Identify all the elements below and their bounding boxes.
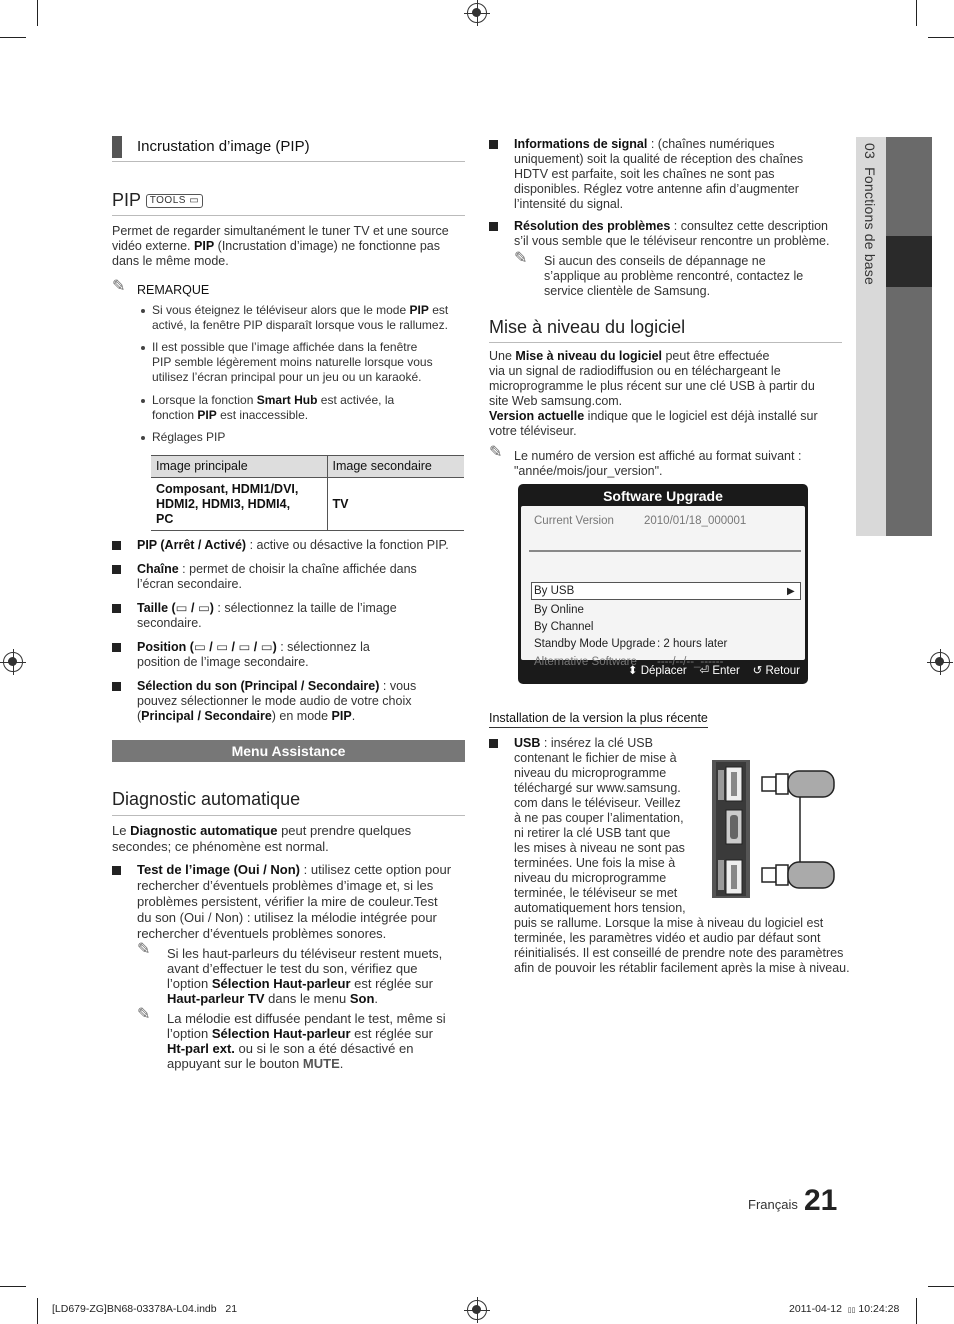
move-icon: ⬍ [627,665,638,677]
usb-ports-illustration [712,760,842,898]
current-version-label: Current Version [534,515,614,527]
option-position: Position (▭ / ▭ / ▭ / ▭) : sélectionnez la position de l’image secondaire. [137,640,370,669]
footer-language: Français [748,1197,798,1212]
upgrade-heading: Mise à niveau du logiciel [489,317,686,337]
registration-mark-icon [467,1300,487,1320]
note-item: Réglages PIP [152,430,226,444]
option-son: Sélection du son (Principal / Secondaire) : vous pouvez sélectionner le mode audio de votre choix (Principal / Secondaire) en mode PIP. [137,679,417,723]
diagnostic-intro: Le Diagnostic automatique peut prendre quelques secondes; ce phénomène est normal. [112,823,412,854]
menu-item-by-online[interactable]: By Online [534,604,584,616]
menu-item-by-usb[interactable]: By USB [534,585,575,597]
tools-badge: TOOLS ▭ [146,194,203,208]
software-upgrade-footer: ⬍ Déplacer ⏎ Enter ↺ Retour [627,665,800,677]
diagnostic-heading: Diagnostic automatique [112,789,301,809]
standby-upgrade-value: : 2 hours later [657,638,728,650]
note-pencil-icon: ✎ [137,941,151,958]
current-version-value: 2010/01/18_000001 [644,515,747,527]
size-icon: ▭ [197,601,210,615]
usb-install-text-cont: puis se rallume. Lorsque la mise à niveau du logiciel est terminée, les paramètres vidéo et audio par défaut sont réinitialisés. Il est conseillé de prendre note des paramètres afin de pouvoir les rétablir facilement après la mise à niveau. [514,916,850,975]
position-icon: ▭ [260,640,273,654]
alternative-software-value: ----/--/--_------ [657,656,724,668]
note-pencil-icon: ✎ [514,250,528,267]
registration-mark-icon [3,652,23,672]
software-upgrade-title: Software Upgrade [603,488,723,504]
menu-item-by-channel[interactable]: By Channel [534,621,594,633]
diagnostic-note-1: Si les haut-parleurs du téléviseur restent muets, avant d’effectuer le test du son, vérifiez que l’option Sélection Haut-parleur est réglée sur Haut-parleur TV dans le menu Son. [167,946,443,1006]
note-pencil-icon: ✎ [112,278,126,295]
return-icon: ↺ [752,665,763,677]
footer-timestamp: 2011-04-12 ▯▯ 10:24:28 [789,1303,900,1315]
registration-mark-icon [467,3,487,23]
resolution-problemes: Résolution des problèmes : consultez cette description s’il vous semble que le téléviseur rencontre un problème. [514,219,830,248]
pip-intro: Permet de regarder simultanément le tuner TV et une source vidéo externe. PIP (Incrustation d’image) ne fonctionne pas dans le même mode. [112,224,449,268]
position-icon: ▭ [193,640,206,654]
menu-item-standby-upgrade[interactable]: Standby Mode Upgrade [534,638,656,650]
registration-mark-icon [930,652,950,672]
footer-file: [LD679-ZG]BN68-03378A-L04.indb 21 [52,1303,238,1315]
diagnostic-note-2: La mélodie est diffusée pendant le test, même si l’option Sélection Haut-parleur est réglée sur Ht-parl ext. ou si le son a été désactivé en appuyant sur le bouton MUTE. [167,1011,446,1071]
upgrade-intro: Une Mise à niveau du logiciel peut être effectuée via un signal de radiodiffusion ou en téléchargeant le microprogramme le plus récent sur une clé USB à partir du site Web samsung.com. Version actuelle indique que le logiciel est déjà installé sur votre téléviseur. [489,349,818,438]
remarque-label: REMARQUE [137,283,210,297]
usb-install-text: USB : insérez la clé USB contenant le fichier de mise à niveau du microprogramme téléchargé sur www.samsung. com dans le téléviseur. Veillez à ne pas couper l’alimentation, ni retirer la clé USB tant que les mises à niveau ne sont pas terminées. Une fois la mise à niveau du microprogramme terminée, le téléviseur se met automatiquement hors tension, [514,736,686,915]
section-title: Incrustation d’image (PIP) [112,136,464,158]
test-image: Test de l’image (Oui / Non) : utilisez cette option pour rechercher d’éventuels problèmes d’image et, si les problèmes persistent, vérifier la mire de couleur.Test du son (Oui / Non) : utilisez la mélodie intégrée pour rechercher d’éventuels problèmes sonores. [137,862,452,941]
arrow-right-icon: ▶ [787,586,795,597]
note-pencil-icon: ✎ [489,444,503,461]
page-number: 21 [804,1184,838,1217]
option-taille: Taille (▭ / ▭) : sélectionnez la taille de l’image secondaire. [137,601,397,630]
position-icon: ▭ [216,640,229,654]
note-item: Lorsque la fonction Smart Hub est activée, la fonction PIP est inaccessible. [152,393,395,422]
note-pencil-icon: ✎ [137,1006,151,1023]
menu-assistance-bar: Menu Assistance [112,740,465,762]
side-tab-label: 03 Fonctions de base [862,143,878,285]
pip-settings-table: Image principale Image secondaire Composant, HDMI1/DVI, HDMI2, HDMI3, HDMI4, PC TV [151,455,464,531]
info-signal: Informations de signal : (chaînes numériques uniquement) soit la qualité de réception des chaînes HDTV est parfaite, soit les chaînes ne sont pas disponibles. Réglez votre antenne afin d’augmenter l’intensité du signal. [514,137,804,211]
resolution-note: Si aucun des conseils de dépannage ne s’applique au problème rencontré, contactez le service clientèle de Samsung. [544,254,804,298]
side-tab-dark [886,137,932,536]
position-icon: ▭ [238,640,251,654]
size-icon: ▭ [175,601,188,615]
pip-heading: PIP TOOLS ▭ [112,193,203,208]
enter-icon: ⏎ [699,665,710,677]
option-chaine: Chaîne : permet de choisir la chaîne affichée dans l’écran secondaire. [137,562,417,591]
option-pip: PIP (Arrêt / Activé) : active ou désactive la fonction PIP. [137,538,449,552]
install-title: Installation de la version la plus récente [489,711,708,728]
note-item: Il est possible que l’image affichée dans la fenêtre PIP semble légèrement moins naturelle lorsque vous utilisez l’écran principal pour un jeu ou un karaoké. [152,340,433,384]
note-item: Si vous éteignez le téléviseur alors que le mode PIP est activé, la fenêtre PIP disparaît lorsque vous le rallumez. [152,303,449,332]
side-tab-marker [886,236,932,287]
menu-item-alternative-software: Alternative Software [534,656,637,668]
upgrade-note: Le numéro de version est affiché au format suivant : "année/mois/jour_version". [514,449,802,478]
software-upgrade-screen [518,484,808,684]
